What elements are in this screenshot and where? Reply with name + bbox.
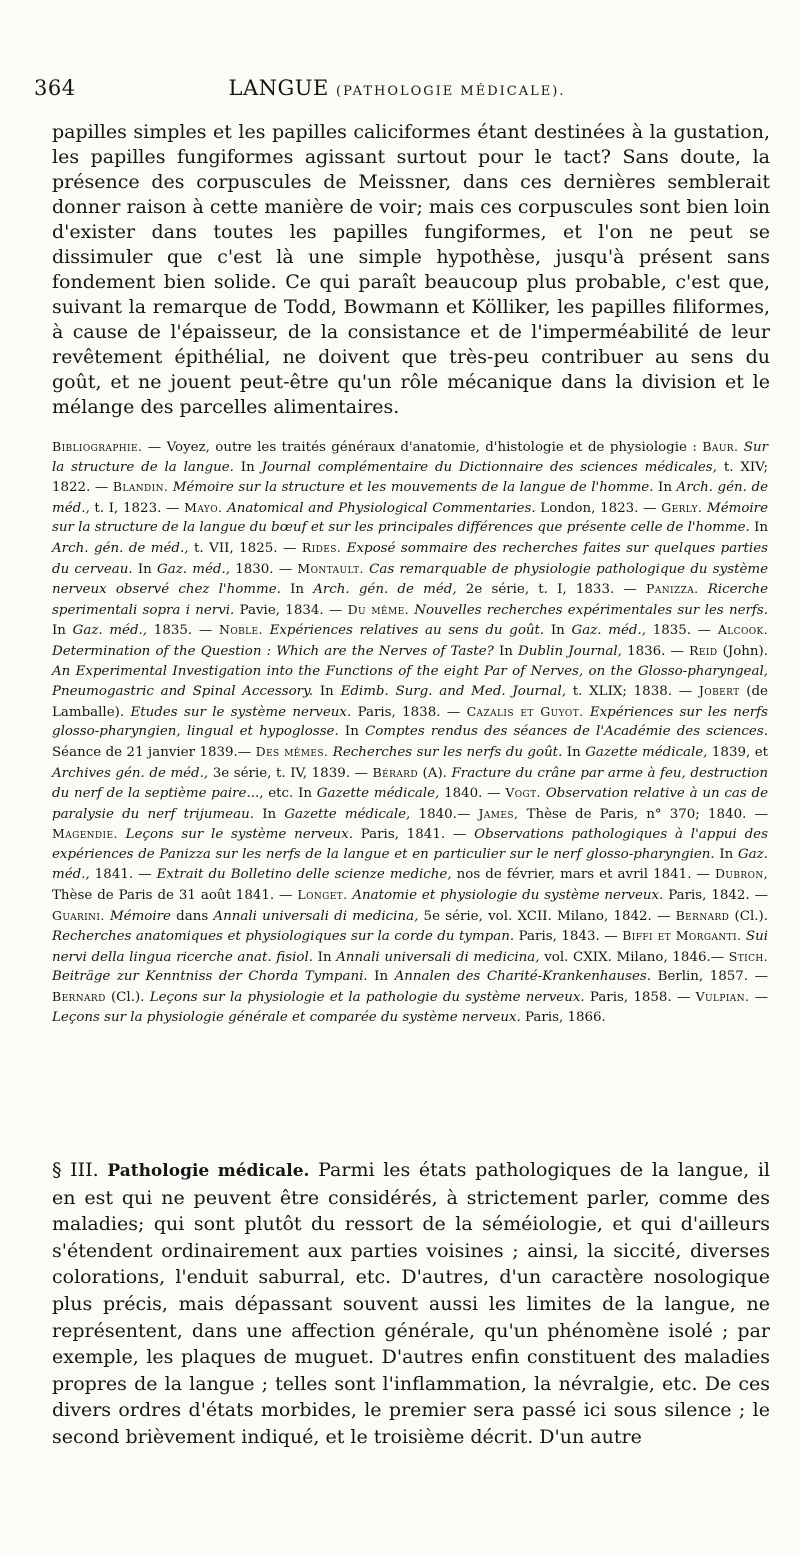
bibliography-text: 1835. — <box>147 623 219 639</box>
bibliography-author: Bernard <box>52 989 106 1005</box>
bibliography-title: Mémoire <box>104 908 171 924</box>
bibliography-text: 3e série, t. IV, 1839. — <box>208 765 373 781</box>
bibliography-text: (Cl.). <box>729 908 768 924</box>
section-title: Pathologie médicale. <box>107 1161 310 1181</box>
bibliography-title: Annalen des Charité-Krankenhauses. <box>394 969 652 985</box>
bibliography-title: Gaz. méd., <box>157 561 230 577</box>
bibliography-title: Journal complémentaire du Dictionnaire des sciences médicales, <box>261 459 717 475</box>
bibliography-text: 1839, et <box>707 744 769 760</box>
bibliography-title: Annali universali di medicina, <box>213 908 419 924</box>
bibliography-author: Alcook. <box>717 622 769 638</box>
bibliography-author: Mayo. <box>184 499 223 515</box>
bibliography-text: (de Lamballe). <box>52 684 768 720</box>
bibliography-text: In <box>313 949 337 965</box>
bibliography-author: Biffi et Morganti. <box>622 928 742 944</box>
bibliography-text: In <box>338 724 365 740</box>
bibliography-title: Anatomie et physiologie du système nerveux. <box>347 888 664 904</box>
bibliography-title: Nouvelles recherches expérimentales sur les nerfs. <box>408 602 768 618</box>
bibliography-title: Arch. gén. de méd, <box>313 582 457 598</box>
bibliography-text: In <box>714 846 738 862</box>
bibliography-title: Etudes sur le système nerveux. <box>130 704 352 720</box>
bibliography-title: Arch. gén. de méd., <box>52 540 189 556</box>
bibliography-text: Paris, 1838. — <box>351 704 467 720</box>
bibliography-title: Comptes rendus des séances de l'Académie des sciences. <box>364 724 768 740</box>
bibliography-title: Fracture du crâne par arme à feu, destruction du nerf de la septième paire... <box>52 765 768 802</box>
bibliography-block <box>52 437 768 1027</box>
bibliography-text: London, 1823. — <box>535 500 662 516</box>
bibliography-text: — Voyez, outre les traités généraux d'anatomie, d'histologie et de physiologie : <box>142 440 703 455</box>
bibliography-text: In <box>367 969 395 985</box>
bibliography-title: Sur la structure de la langue. <box>52 440 768 475</box>
bibliography-text: 2e série, t. I, 1833. — <box>456 582 647 598</box>
bibliography-author: Bibliographie. <box>52 439 143 454</box>
bibliography-title: Mémoire sur la structure et les mouvements de la langue de l'homme. <box>168 480 654 496</box>
bibliography-title: Leçons sur la physiologie et la pathologie du système nerveux. <box>149 990 585 1006</box>
bibliography-author: Gerly. <box>661 499 703 515</box>
bibliography-text: t. XLIX; 1838. — <box>566 684 699 700</box>
bibliography-text: nos de février, mars et avril 1841. — <box>451 867 715 883</box>
bibliography-text: In <box>749 520 769 536</box>
bibliography-author: Bérard <box>372 764 418 780</box>
bibliography-text: t. I, 1823. — <box>89 500 185 516</box>
bibliography-title: Gaz. méd., <box>72 623 148 639</box>
bibliography-title: Recherches sur les nerfs du goût. <box>328 744 563 760</box>
bibliography-text: Thèse de Paris de 31 août 1841. — <box>52 888 298 904</box>
bibliography-author: Dubron, <box>714 866 768 882</box>
bibliography-text: 1836. — <box>621 643 690 659</box>
bibliography-text: — <box>749 990 768 1006</box>
bibliography-text: 5e série, vol. XCII. Milano, 1842. — <box>418 908 676 924</box>
bibliography-title: Expériences sur les nerfs glosso-pharyngien, lingual et hypoglosse. <box>52 704 768 740</box>
bibliography-title: Gazette médicale, <box>316 786 440 802</box>
bibliography-title: Ricerche sperimentali sopra i nervi. <box>52 582 769 618</box>
bibliography-text: (Cl.). <box>105 990 150 1006</box>
page-header <box>34 76 760 106</box>
bibliography-text: In <box>52 623 73 639</box>
bibliography-text: In <box>253 806 285 822</box>
bibliography-text: Paris, 1843. — <box>514 929 623 945</box>
bibliography-author: Montault. <box>297 560 364 576</box>
bibliography-text: In <box>233 459 262 475</box>
bibliography-author: Panizza. <box>646 581 699 597</box>
bibliography-title: Leçons sur le système nerveux. <box>117 827 353 843</box>
bibliography-text: t. XIV; 1822. — <box>52 459 768 496</box>
bibliography-text: Berlin, 1857. — <box>651 969 768 985</box>
bibliography-author: Du même. <box>347 601 409 617</box>
bibliography-title: Sui nervi della lingua ricerche anat. fisiol. <box>52 929 768 965</box>
bibliography-text: Paris, 1841. — <box>352 827 475 843</box>
bibliography-title: Beiträge zur Kenntniss der Chorda Tympani. <box>52 969 368 985</box>
bibliography-title: Dublin Journal, <box>518 643 622 659</box>
bibliography-text: 1830. — <box>229 561 298 577</box>
bibliography-author: Vulpian. <box>695 989 750 1005</box>
paragraph-gustation: papilles simples et les papilles caliciformes étant destinées à la gustation, les papilles fungiformes agissant surtout pour le tact? Sans doute, la présence des corpuscules de Meissner, dans ces dernières semblerait donner raison à cette manière de voir; mais ces corpuscules sont bien loin d'exister dans toutes les papilles fungiformes, et l'on ne peut se dissimuler que c'est là une simple hypothèse, jusqu'à présent sans fondement bien solide. Ce qui paraît beaucoup plus probable, c'est que, suivant la remarque de Todd, Bowmann et Kölliker, les papilles filiformes, à cause de l'épaisseur, de la consistance et de l'imperméabilité de leur revêtement épithélial, ne doivent que très-peu contribuer au sens du goût, et ne jouent peut-être qu'un rôle mécanique dans la division et le mélange des parcelles alimentaires. <box>52 121 770 418</box>
running-head-title: LANGUE <box>228 76 329 100</box>
bibliography-text: 1840.— <box>410 806 479 822</box>
bibliography-title: Anatomical and Physiological Commentaries. <box>222 500 536 516</box>
bibliography-title: Observation relative à un cas de paralysie du nerf trijumeau. <box>52 786 768 822</box>
bibliography-title: Leçons sur la physiologie générale et comparée du système nerveux. <box>52 1009 521 1025</box>
bibliography-text: In <box>313 684 341 700</box>
section-text: Parmi les états pathologiques de la langue, il en est qui ne peuvent être considérés, à strictement parler, comme des maladies; qui sont plutôt du ressort de la séméiologie, et qui d'ailleurs s'étendent ordinairement aux parties voisines ; ainsi, la siccité, diverses colorations, l'enduit saburral, etc. D'autres, d'un caractère nosologique plus précis, mais dépassant souvent aussi les limites de la langue, ne représentent, dans une affection générale, qu'un phénomène isolé ; par exemple, les plaques de muguet. D'autres enfin constituent des maladies propres de la langue ; telles sont l'inflammation, la névralgie, etc. De ces divers ordres d'états morbides, le premier sera passé ici sous silence ; le second brièvement indiqué, et le troisième décrit. D'un autre <box>52 1159 770 1448</box>
bibliography-title: Observations pathologiques à l'appui des expériences de Panizza sur les nerfs de la langue et en particulier sur le nerf glosso-pharyngien. <box>52 827 768 862</box>
bibliography-author: Jobert <box>698 683 740 699</box>
bibliography-title: Gazette médicale, <box>284 806 411 822</box>
section-pathologie-medicale <box>52 1157 770 1451</box>
bibliography-text: Séance de 21 janvier 1839.— <box>52 744 256 760</box>
bibliography-title: Archives gén. de méd., <box>52 765 209 781</box>
bibliography-author: Magendie. <box>52 826 118 842</box>
bibliography-author: Stich. <box>728 948 769 964</box>
bibliography-text: Thèse de Paris, n° 370; 1840. — <box>518 806 768 822</box>
page-number: 364 <box>34 76 76 100</box>
bibliography-author: Guarini. <box>52 907 105 923</box>
bibliography-text: 1841. — <box>89 867 157 883</box>
bibliography-text: Paris, 1858. — <box>584 990 696 1006</box>
bibliography-title: Arch. gén. de méd., <box>52 480 768 516</box>
bibliography-title: Extrait du Bolletino delle scienze mediche, <box>156 867 452 883</box>
bibliography-text: In <box>132 561 158 577</box>
bibliography-title: Annali universali di medicina, <box>336 949 540 965</box>
section-number: § III. <box>52 1159 99 1181</box>
bibliography-author: James, <box>478 805 519 821</box>
bibliography-author: Rides. <box>301 539 342 555</box>
bibliography-text: In <box>493 643 519 659</box>
bibliography-author: Noble. <box>218 622 263 638</box>
bibliography-author: Baur. <box>702 439 739 454</box>
bibliography-text: In <box>653 480 677 496</box>
bibliography-text: 1835. — <box>645 623 718 639</box>
bibliography-text: 1840. — <box>439 786 506 802</box>
bibliography-author: Cazalis et Guyot. <box>466 703 584 719</box>
bibliography-title: An Experimental Investigation into the Functions of the eight Par of Nerves, on the Glosso-pharyngeal, Pneumogastric and Spinal Accessory. <box>52 663 768 700</box>
running-head-subtitle: (PATHOLOGIE MÉDICALE). <box>336 84 566 99</box>
bibliography-text: dans <box>170 908 214 924</box>
bibliography-author: Des mêmes. <box>255 743 329 759</box>
bibliography-title: Determination of the Question : Which are the Nerves of Taste? <box>52 643 494 659</box>
bibliography-title: Gaz. méd., <box>571 623 646 639</box>
bibliography-title: Mémoire sur la structure de la langue du bœuf et sur les principales différences que présente celle de l'homme. <box>52 500 769 536</box>
bibliography-text: In <box>562 744 586 760</box>
bibliography-text: Paris, 1842. — <box>663 888 768 904</box>
bibliography-author: Longet. <box>297 887 348 903</box>
bibliography-text: t. VII, 1825. — <box>188 540 302 556</box>
running-head <box>34 76 760 100</box>
bibliography-text: (A). <box>417 765 452 781</box>
bibliography-author: Bernard <box>675 907 730 923</box>
bibliography-text: , etc. In <box>259 786 317 802</box>
bibliography-title: Cas remarquable de physiologie pathologique du système nerveux observé chez l'homme. <box>52 561 768 598</box>
bibliography-title: Exposé sommaire des recherches faites sur quelques parties du cerveau. <box>52 540 769 577</box>
bibliography-text: In <box>280 582 314 598</box>
bibliography-author: Blandin. <box>112 479 169 495</box>
bibliography-title: Recherches anatomiques et physiologiques sur la corde du tympan. <box>52 929 515 945</box>
bibliography-title: Edimb. Surg. and Med. Journal, <box>340 684 566 700</box>
bibliography-author: Reid <box>689 642 718 658</box>
bibliography-title: Gazette médicale, <box>585 744 708 760</box>
bibliography-text: Pavie, 1834. — <box>234 602 348 618</box>
bibliography-author: Vogt. <box>505 785 541 801</box>
bibliography-text: (John). <box>717 643 769 659</box>
bibliography-text: Paris, 1866. <box>520 1009 606 1025</box>
bibliography-title: Expériences relatives au sens du goût. <box>262 623 545 639</box>
bibliography-title: Gaz. méd., <box>52 846 768 883</box>
bibliography-text: vol. CXIX. Milano, 1846.— <box>539 949 729 965</box>
bibliography-text: In <box>544 623 572 639</box>
